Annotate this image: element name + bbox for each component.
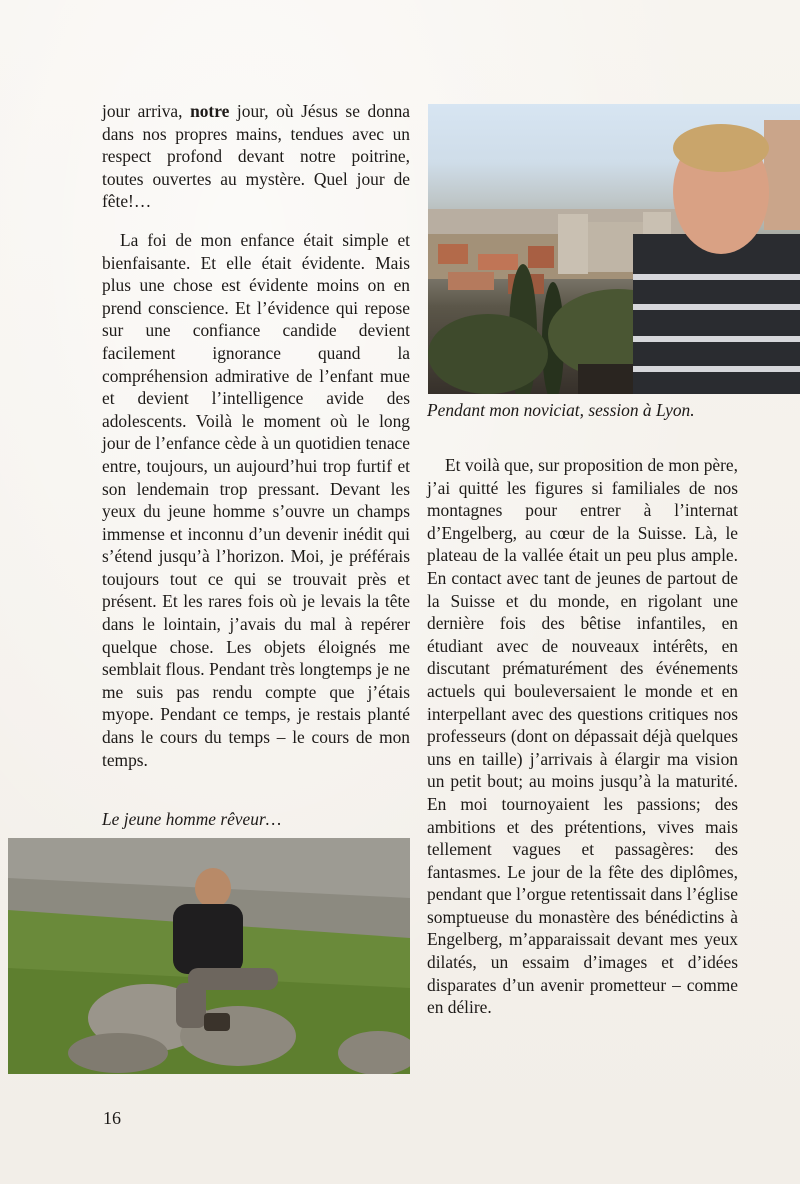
left-paragraph-2: La foi de mon enfance était simple et bienfaisante. Et elle était évidente. Mais plus une chose est évidente moins on en prend conscience. Et l’évidence qui repose sur une confiance candide devient facilement ignorance quand la compréhension admirative de l’enfant mue et devient l’intelligence avide des adolescents. Voilà le moment où le long jour de l’enfance cède à un quotidien tenace entre, toujours, un aujourd’hui trop furtif et son lendemain trop pressant. Devant les yeux du jeune homme s’ouvre un champs immense et inconnu d’un devenir inédit qui s’étend jusqu’à l’horizon. Moi, je préférais toujours tout ce qui se trouvait près et présent. Et les rares fois où je levais la tête dans le lointain, j’avais du mal à repérer quelque chose. Les objets éloignés me semblait flous. Pendant très longtemps je ne me suis pas rendu compte que j’étais myope. Pendant ce temps, je restais planté dans le cours du temps – le cours de mon temps. — [102, 229, 410, 770]
paragraph-1-start: jour arriva, — [102, 101, 191, 121]
left-paragraph-1 — [102, 100, 410, 213]
caption-young-man: Le jeune homme rêveur… — [102, 809, 282, 829]
mountain-photo — [8, 838, 410, 1074]
bold-word: notre — [190, 101, 230, 121]
paragraph-gap — [102, 213, 410, 229]
page-number: 16 — [103, 1108, 121, 1128]
caption-lyon: Pendant mon noviciat, session à Lyon. — [427, 400, 695, 420]
right-paragraph: Et voilà que, sur proposition de mon père, j’ai quitté les figures si familiales de nos montagnes pour entrer à l’internat d’Engelberg, au cœur de la Suisse. Là, le plateau de la vallée était un peu plus ample. En contact avec tant de jeunes de partout de la Suisse et du monde, en rigolant une dernière fois des bêtise infantiles, en étudiant avec de nouveaux intérêts, en discutant prématurément des événements actuels qui bouleversaient le monde et en interpellant avec des questions critiques nos professeurs (dont on dépassait déjà quelques uns en taille) j’arrivais à élargir ma vision un petit bout; au moins jusqu’à la maturité. En moi tournoyaient les passions; des ambitions et des prétentions, vives mais tellement vagues et passagères: des fantasmes. Le jour de la fête des diplômes, pendant que l’orgue retentissait dans l’église somptueuse du monastère des bénédictins à Engelberg, m’apparaissait devant mes yeux dilatés, un essaim d’images et d’idées disparates d’un avenir prometteur – comme en délire. — [427, 455, 738, 1018]
paragraph-1-rest: jour, où Jésus se donna dans nos propres mains, tendues avec un respect profond devant notre poitrine, toutes ouvertes au mystère. Quel jour de fête!… — [102, 101, 410, 212]
right-text-column — [427, 454, 738, 1019]
lyon-photo-illustration — [428, 104, 800, 394]
left-text-column — [102, 100, 410, 771]
mountain-photo-illustration — [8, 838, 410, 1074]
lyon-photo — [428, 104, 800, 394]
